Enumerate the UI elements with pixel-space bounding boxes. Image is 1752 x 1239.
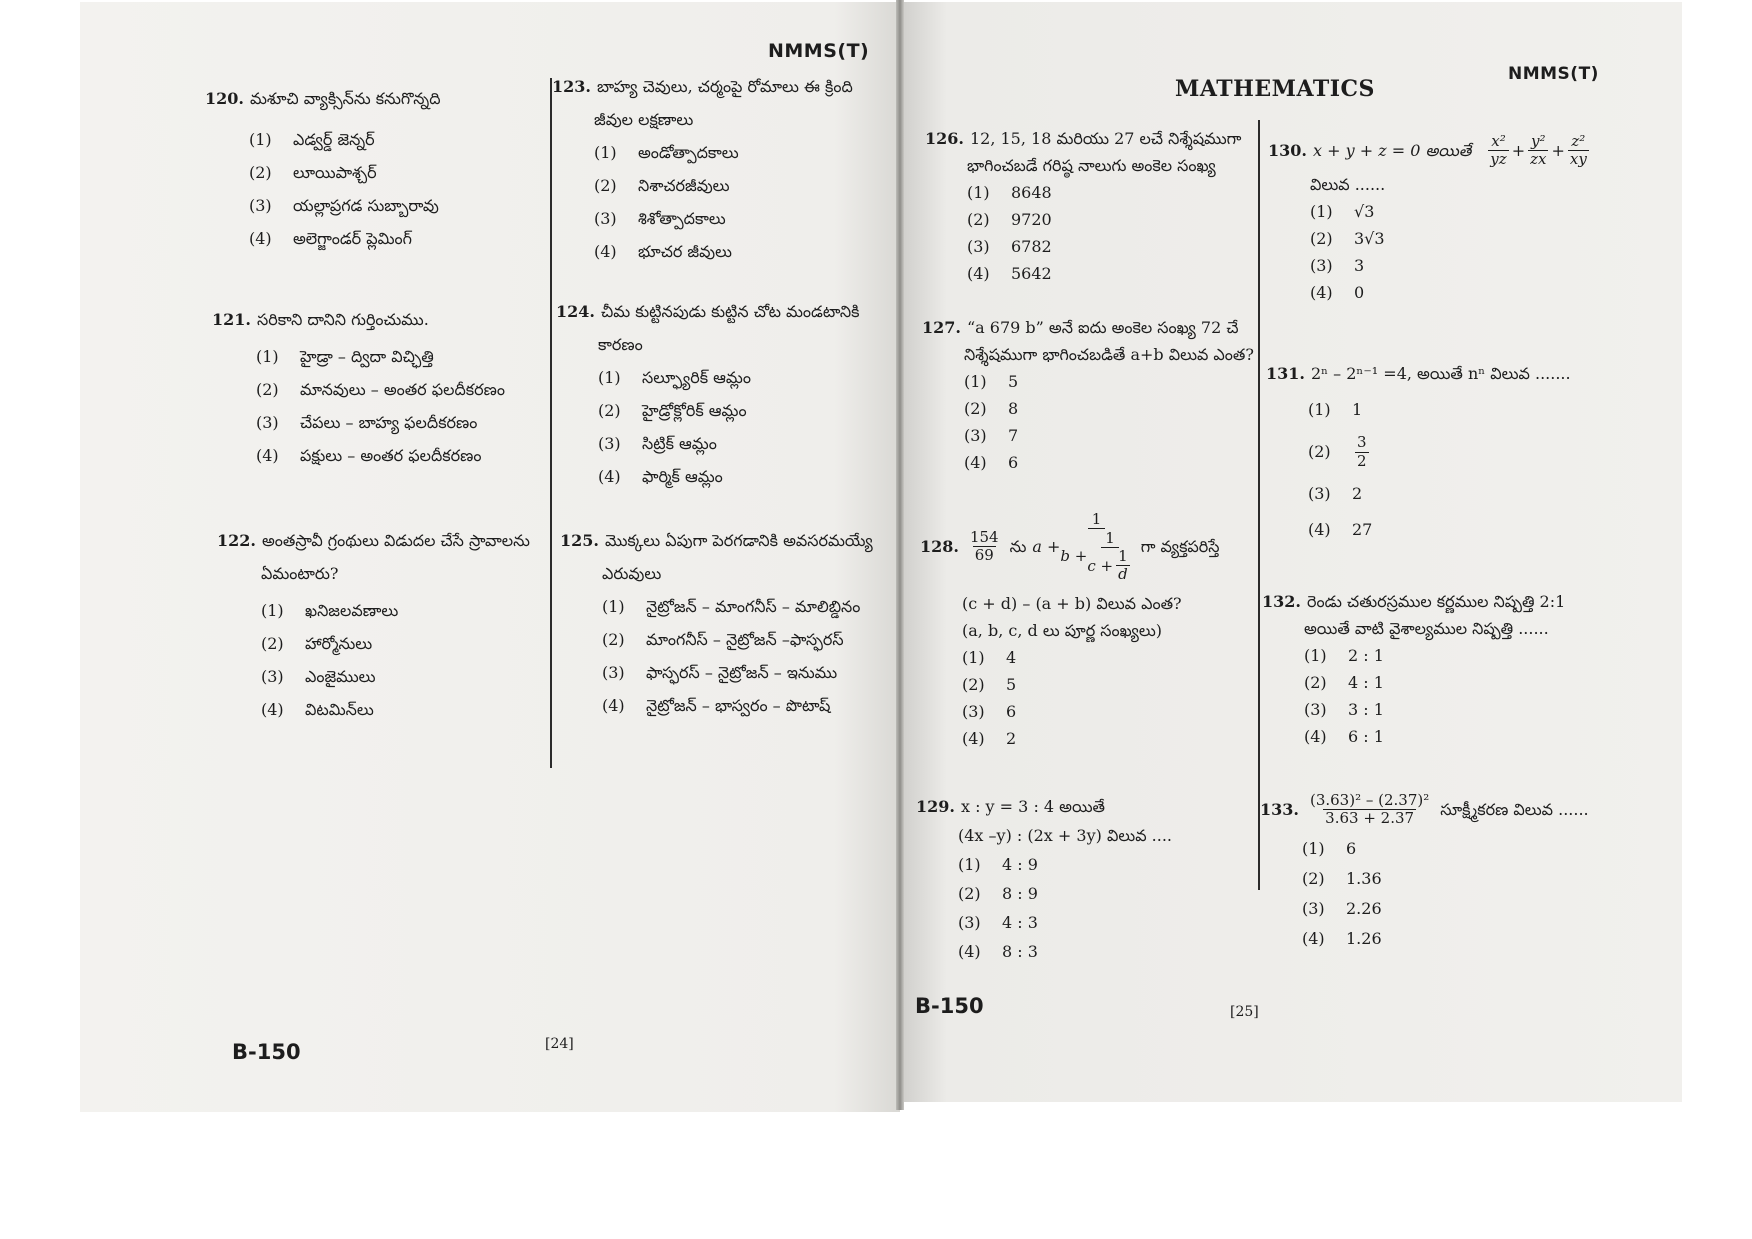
option-3: (3) 7: [964, 426, 1019, 445]
option-4: (4) 5642: [967, 264, 1052, 283]
question-126: 126. 12, 15, 18 మరియు 27 లచే నిశ్శేషముగా భాగించబడే గరిష్ఠ నాలుగు అంకెల సంఖ్య (1) 8648 (2) 9720 (3) 6782 (4) 5642: [925, 125, 1241, 287]
option-4: (4) 27: [1308, 520, 1373, 539]
question-127: 127. “a 679 b” అనే ఐదు అంకెల సంఖ్య 72 చే నిశ్శేషముగా భాగించబడితే a+b విలువ ఎంత? (1) 5 (2) 8 (3) 7 (4) 6: [922, 314, 1254, 476]
option-2: (2) 1.36: [1302, 868, 1382, 888]
option-4: (4) నైట్రోజన్ – భాస్వరం – పొటాష్: [602, 696, 831, 715]
option-4: (4) అలెగ్జాండర్ ప్లెమింగ్: [249, 229, 412, 248]
question-123: 123. బాహ్య చెవులు, చర్మంపై రోమాలు ఈ క్రింది జీవుల లక్షణాలు (1) అండోత్పాదకాలు (2) నిశాచరజీవులు (3) శిశోత్పాదకాలు (4) భూచర జీవులు: [552, 70, 853, 268]
option-2: (2) 5: [962, 674, 1017, 694]
option-4: (4) పక్షులు – అంతర ఫలదీకరణం: [256, 446, 482, 465]
option-3: (3) 3 : 1: [1304, 700, 1384, 719]
option-3: (3) శిశోత్పాదకాలు: [594, 209, 726, 228]
option-1: (1) 5: [964, 372, 1019, 391]
question-125: 125. మొక్కలు ఏపుగా పెరగడానికి అవసరమయ్యే ఎరువులు (1) నైట్రోజన్ – మాంగనీస్ – మాలిబ్డినం (2) మాంగనీస్ – నైట్రోజన్ –ఫాస్ఫరస్ (3) ఫాస్ఫరస్ – నైట్రోజన్ – ఇనుము (4) నైట్రోజన్ – భాస్వరం – పొటాష్: [560, 524, 873, 722]
option-3: (3) 4 : 3: [958, 913, 1038, 932]
option-2: (2) నిశాచరజీవులు: [594, 176, 730, 195]
option-2: (2) హార్మోనులు: [261, 634, 373, 653]
option-1: (1) 8648: [967, 183, 1052, 202]
option-3: (3) 2.26: [1302, 898, 1382, 918]
option-2: (2) 9720: [967, 210, 1052, 229]
option-2: (2) మానవులు – అంతర ఫలదీకరణం: [256, 380, 505, 399]
option-2: (2) 8 : 9: [958, 884, 1038, 903]
book-gutter: [896, 0, 904, 1110]
option-1: (1) 4 : 9: [958, 855, 1038, 874]
question-124: 124. చీమ కుట్టినపుడు కుట్టిన చోట మండటానికి కారణం (1) సల్ఫ్యూరిక్ ఆమ్లం (2) హైడ్రోక్లోరిక్ ఆమ్లం (3) సిట్రిక్ ఆమ్లం (4) ఫార్మిక్ ఆమ్లం: [556, 295, 859, 493]
option-1: (1) 1: [1308, 400, 1363, 419]
page-number-right: [25]: [1230, 1004, 1259, 1020]
option-1: (1) సల్ఫ్యూరిక్ ఆమ్లం: [598, 368, 751, 387]
question-122: 122. అంతస్రావీ గ్రంథులు విడుదల చేసే స్రావాలను ఏమంటారు? (1) ఖనిజలవణాలు (2) హార్మోనులు (3) ఎంజైములు (4) విటమిన్‌లు: [217, 524, 530, 726]
question-120: [205, 82, 441, 255]
option-4: (4) 1.26: [1302, 928, 1382, 948]
option-4: (4) భూచర జీవులు: [594, 242, 732, 261]
option-3: (3) సిట్రిక్ ఆమ్లం: [598, 434, 717, 453]
option-2: (2) 4 : 1: [1304, 673, 1384, 692]
option-1: (1) ఖనిజలవణాలు: [261, 601, 399, 620]
option-2: (2) 8: [964, 399, 1019, 418]
option-4: (4) 8 : 3: [958, 942, 1038, 961]
option-2: (2) మాంగనీస్ – నైట్రోజన్ –ఫాస్ఫరస్: [602, 630, 844, 649]
question-text: మశూచి వ్యాక్సిన్‌ను కనుగొన్నది: [249, 89, 441, 108]
option-1: (1) √3: [1310, 201, 1375, 221]
question-131: 131. 2ⁿ – 2ⁿ⁻¹ =4, అయితే nⁿ విలువ ....... (1) 1 (2) $\frac{3}{2}$ (3) 2 (4) 27: [1266, 356, 1571, 548]
option-3: (3) 6: [962, 701, 1017, 721]
question-129: 129. x : y = 3 : 4 అయితే (4x –y) : (2x + 3y) విలువ .... (1) 4 : 9 (2) 8 : 9 (3) 4 : 3 (4) 8 : 3: [916, 792, 1172, 966]
option-3: (3) 2: [1308, 484, 1363, 503]
continued-fraction: 1 b + 1 c + $\frac{1}{d}$: [1060, 510, 1128, 584]
option-3: (3) 6782: [967, 237, 1052, 256]
question-number: 120.: [205, 89, 244, 108]
option-4: (4) 6 : 1: [1304, 727, 1384, 746]
subject-title: MATHEMATICS: [1175, 76, 1375, 102]
fraction-154-69: $\frac{154}{69}$: [969, 528, 999, 565]
option-4: (4) 2: [962, 728, 1017, 748]
footer-code-left: B-150: [232, 1040, 301, 1064]
option-4: (4) ఫార్మిక్ ఆమ్లం: [598, 467, 723, 486]
question-128: 128. $\frac{154}{69}$ ను a + 1 b + 1 c + $\frac{1}{d}$ గా వ్యక్తపరిస్తే (c + d) – (a + b) విలువ ఎంత? (a, b, c, d లు పూర్ణ సంఖ్యలు) (1) 4 (2) 5 (3) 6 (4) 2: [920, 510, 1220, 752]
option-2: (2) హైడ్రోక్లోరిక్ ఆమ్లం: [598, 401, 747, 420]
option-4: (4) విటమిన్‌లు: [261, 700, 374, 719]
question-133: 133. $\frac{\text{(3.63)² – (2.37)²}}{3.63 + 2.37}$ సూక్ష్మీకరణ విలువ ...... (1) 6 (2) 1.36 (3) 2.26 (4) 1.26: [1260, 792, 1589, 954]
option-1: (1) ఎడ్వర్డ్ జెన్నర్: [249, 130, 375, 149]
option-3: (3) 3: [1310, 255, 1365, 275]
option-1: (1) నైట్రోజన్ – మాంగనీస్ – మాలిబ్డినం: [602, 597, 861, 616]
option-1: (1) అండోత్పాదకాలు: [594, 143, 739, 162]
option-2: (2) $\frac{3}{2}$: [1308, 433, 1367, 470]
option-4: (4) 6: [964, 453, 1019, 472]
header-right: NMMS(T): [1508, 64, 1599, 84]
option-3: (3) చేపలు – బాహ్య ఫలదీకరణం: [256, 413, 478, 432]
option-1: (1) హైడ్రా – ద్విదా విచ్ఛిత్తి: [256, 347, 434, 366]
option-2: (2) 3√3: [1310, 228, 1385, 248]
footer-code-right: B-150: [915, 994, 984, 1018]
option-3: (3) ఎంజైములు: [261, 667, 376, 686]
option-1: (1) 6: [1302, 838, 1357, 858]
option-3: (3) యల్లాప్రగడ సుబ్బారావు: [249, 196, 439, 215]
option-3: (3) ఫాస్ఫరస్ – నైట్రోజన్ – ఇనుము: [602, 663, 838, 682]
question-132: 132. రెండు చతురస్రముల కర్ణముల నిష్పత్తి 2:1 అయితే వాటి వైశాల్యముల నిష్పత్తి ...... (1) 2 : 1 (2) 4 : 1 (3) 3 : 1 (4) 6 : 1: [1262, 588, 1565, 750]
option-4: (4) 0: [1310, 282, 1365, 302]
option-1: (1) 2 : 1: [1304, 646, 1384, 665]
option-1: (1) 4: [962, 647, 1017, 667]
page-number-left: [24]: [545, 1036, 574, 1052]
option-2: (2) లూయిపాశ్చర్: [249, 163, 377, 182]
header-left: NMMS(T): [768, 40, 870, 62]
question-121: 121. సరికాని దానిని గుర్తించుము. (1) హైడ్రా – ద్విదా విచ్ఛిత్తి (2) మానవులు – అంతర ఫలదీకరణం (3) చేపలు – బాహ్య ఫలదీకరణం (4) పక్షులు – అంతర ఫలదీకరణం: [212, 303, 505, 472]
column-rule-right: [1258, 120, 1260, 890]
question-130: 130. x + y + z = 0 అయితే $\frac{\text{x²}}{yz}$ + $\frac{\text{y²}}{zx}$ + $\frac{\text{z²}}{xy}$ విలువ ...... (1) √3 (2) 3√3 (3) 3 (4) 0: [1268, 133, 1592, 306]
